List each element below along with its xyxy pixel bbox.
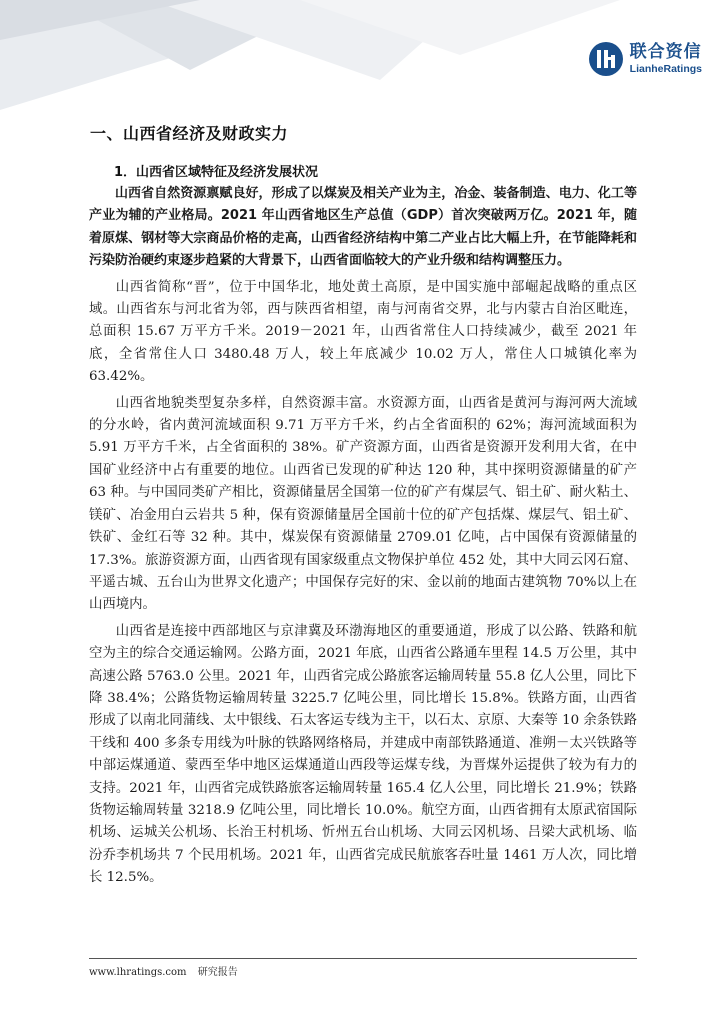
brand-name-en: LianheRatings [629,62,702,75]
subsection-title: 1．山西省区域特征及经济发展状况 [114,165,319,180]
lianhe-logo-icon [588,41,624,77]
footer-doc-type: 研究报告 [197,967,238,978]
brand-name-cn: 联合资信 [629,41,702,62]
page-footer [89,963,238,978]
summary-paragraph: 山西省自然资源禀赋良好，形成了以煤炭及相关产业为主，冶金、装备制造、电力、化工等产业为辅的产业格局。2021 年山西省地区生产总值（GDP）首次突破两万亿。2021 年，随着原煤、钢材等大宗商品价格的走高，山西省经济结构中第二产业占比大幅上升，在节能降耗和污染防治硬约束逐步趋紧的大背景下，山西省面临较大的产业升级和结构调整压力。 [89,186,637,269]
footer-website: www.lhratings.com [89,967,187,978]
report-body [89,183,637,894]
section-title: 一、山西省经济及财政实力 [90,124,289,143]
body-paragraph: 山西省简称“晋”，位于中国华北，地处黄土高原，是中国实施中部崛起战略的重点区域。山西省东与河北省为邻，西与陕西省相望，南与河南省交界，北与内蒙古自治区毗连，总面积 15.67 万平方千米。2019－2021 年，山西省常住人口持续减少，截至 2021 年底，全省常住人口 3480.48 万人，较上年底减少 10.02 万人，常住人口城镇化率为 63.42%。 [89,279,637,385]
footer-divider [89,958,637,959]
lianhe-ratings-logo [588,38,702,80]
body-paragraph: 山西省地貌类型复杂多样，自然资源丰富。水资源方面，山西省是黄河与海河两大流域的分水岭，省内黄河流域面积 9.71 万平方千米，约占全省面积的 62%；海河流域面积为 5.91 万平方千米，占全省面积的 38%。矿产资源方面，山西省是资源开发利用大省，在中国矿业经济中占有重要的地位。山西省已发现的矿种达 120 种，其中探明资源储量的矿产 63 种。与中国同类矿产相比，资源储量居全国第一位的矿产有煤层气、铝土矿、耐火粘土、镁矿、冶金用白云岩共 5 种，保有资源储量居全国前十位的矿产包括煤、煤层气、铝土矿、铁矿、金红石等 32 种。其中，煤炭保有资源储量 2709.01 亿吨，占中国保有资源储量的 17.3%。旅游资源方面，山西省现有国家级重点文物保护单位 452 处，其中大同云冈石窟、平遥古城、五台山为世界文化遗产；中国保存完好的宋、金以前的地面古建筑物 70%以上在山西境内。 [89,395,637,613]
body-paragraph: 山西省是连接中西部地区与京津冀及环渤海地区的重要通道，形成了以公路、铁路和航空为主的综合交通运输网。公路方面，2021 年底，山西省公路通车里程 14.5 万公里，其中高速公路 5763.0 公里。2021 年，山西省完成公路旅客运输周转量 55.8 亿人公里，同比下降 38.4%；公路货物运输周转量 3225.7 亿吨公里，同比增长 15.8%。铁路方面，山西省形成了以南北同蒲线、太中银线、石太客运专线为主干，以石太、京原、大秦等 10 余条铁路干线和 400 多条专用线为叶脉的铁路网络格局，并建成中南部铁路通道、准朔－太兴铁路等中部运煤通道、蒙西至华中地区运煤通道山西段等运煤专线，为晋煤外运提供了较为有力的支持。2021 年，山西省完成铁路旅客运输周转量 165.4 亿人公里，同比增长 21.9%；铁路货物运输周转量 3218.9 亿吨公里，同比增长 10.0%。航空方面，山西省拥有太原武宿国际机场、运城关公机场、长治王村机场、忻州五台山机场、大同云冈机场、吕梁大武机场、临汾乔李机场共 7 个民用机场。2021 年，山西省完成民航旅客吞吐量 1461 万人次，同比增长 12.5%。 [89,623,637,886]
